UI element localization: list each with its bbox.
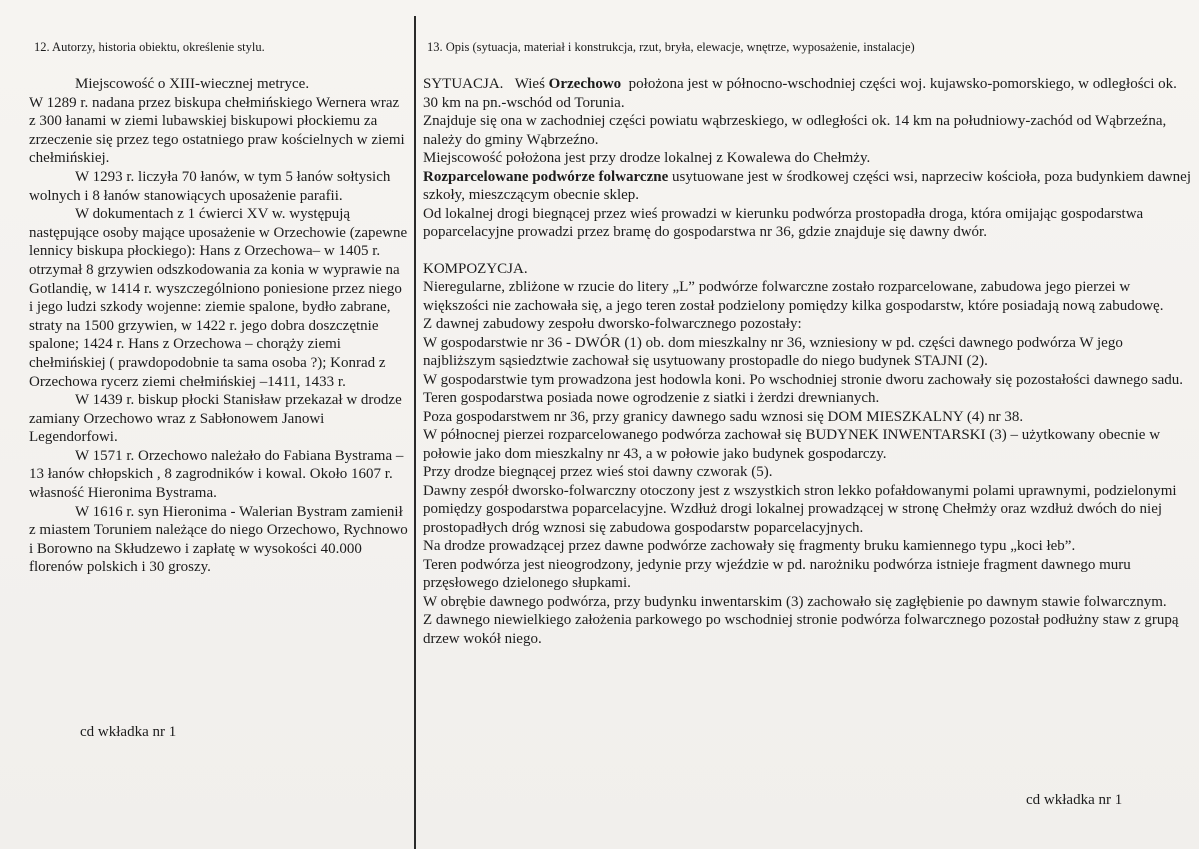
section-gap	[423, 242, 1193, 260]
left-continuation-note: cd wkładka nr 1	[80, 724, 177, 740]
composition-line: Dawny zespół dworsko-folwarczny otoczony jest z wszystkich stron lekko pofałdowanymi polami uprawnymi, podzielonymi pomiędzy gospodarstwa poparcelacyjne. Wzdłuż drogi lokalnej prowadzącej w stronę Chełmży oraz wzdłuż dwóch do niej prostopadłych dróg wznosi się zabudowa gospodarstw poparcelacyjnych.	[423, 482, 1177, 536]
situation-text: usytuowane jest w środkowej części wsi, naprzeciw kościoła, poza budynkiem dawnej szkoły, mieszczącym obecnie sklep.	[423, 168, 1192, 203]
composition-line: Na drodze prowadzącej przez dawne podwórze zachowały się fragmenty bruku kamiennego typu „koci łeb”.	[423, 538, 1076, 554]
village-intro: Wieś	[514, 76, 545, 92]
situation-line: Od lokalnej drogi biegnącej przez wieś prowadzi w kierunku podwórza prostopadła droga, która omijając gospodarstwa poparcelacyjne prowadzi przez bramę do gospodarstwa nr 36, gdzie znajduje się dawny dwór.	[423, 205, 1144, 240]
history-paragraph: W 1616 r. syn Hieronima - Walerian Bystram zamienił z miastem Toruniem należące do niego Orzechowo, Rychnowo i Borowno na Skłudzewo i zapłatę w wysokości 40.000 florenów polskich i 30 groszy.	[29, 503, 408, 576]
composition-label: KOMPOZYCJA.	[423, 260, 528, 277]
right-continuation-note: cd wkładka nr 1	[1026, 792, 1123, 808]
history-paragraph: W 1289 r. nadana przez biskupa chełmińskiego Wernera wraz z 300 łanami w ziemi lubawskiej biskupowi płockiemu za zrzeczenie się przez tego ostatniego praw kościelnych w ziemi chełmińskiej.	[29, 94, 405, 167]
composition-line: Poza gospodarstwem nr 36, przy granicy dawnego sadu wznosi się DOM MIESZKALNY (4) nr 38.	[423, 408, 1024, 425]
composition-line: Nieregularne, zbliżone w rzucie do litery „L” podwórze folwarczne zostało rozparcelowane, zabudowa jego pierzei w większości nie zachowała się, a jego teren został podzielony pomiędzy kilka gospodarstw, które posiadają nową zabudowę.	[423, 279, 1164, 314]
composition-line: Z dawnego niewielkiego założenia parkowego po wschodniej stronie podwórza folwarcznego pozostał podłużny staw z grupą drzew wokół niego.	[423, 612, 1179, 647]
situation-line	[423, 75, 1193, 112]
situation-line: Znajduje się ona w zachodniej części powiatu wąbrzeskiego, w odległości ok. 14 km na południowy-zachód od Wąbrzeźna, należy do gminy Wąbrzeźno.	[423, 113, 1167, 148]
composition-line: Teren podwórza jest nieogrodzony, jedynie przy wjeździe w pd. narożniku podwórza istnieje fragment dawnego muru przęsłowego dzielonego słupkami.	[423, 556, 1131, 591]
column-divider	[414, 16, 416, 849]
situation-line	[423, 168, 1193, 205]
history-paragraph: W dokumentach z 1 ćwierci XV w. występują następujące osoby mające uposażenie w Orzechowie (zapewne lennicy biskupa płockiego): Hans z Orzechowa– w 1405 r. otrzymał 8 grzywien odszkodowania za konia w wyprawie na Gotlandię, w 1414 r. wyszczególniono poniesione przez niego i jego ludzi szkody wojenne: ziemie spalone, bydło zabrane, straty na 1500 grzywien, w 1422 r. jego dobra doszczętnie spalone; 1424 r. Hans z Orzechowa – chorąży ziemi chełmińskiej ( prawdopodobnie ta sama osoba ?); Konrad z Orzechowa rycerz ziemi chełmińskiej –1411, 1433 r.	[29, 206, 408, 390]
composition-line: W obrębie dawnego podwórza, przy budynku inwentarskim (3) zachowało się zagłębienie po dawnym stawie folwarcznym.	[423, 593, 1167, 610]
composition-line: W północnej pierzei rozparcelowanego podwórza zachował się BUDYNEK INWENTARSKI (3) – użytkowany obecnie w połowie jako dom mieszkalny nr 43, a w połowie jako budynek gospodarczy.	[423, 427, 1161, 462]
situation-text: położona jest w północno-wschodniej części woj. kujawsko-pomorskiego, w odległości ok. 30 km na pn.-wschód od Torunia.	[423, 76, 1177, 111]
left-section-header: 12. Autorzy, historia obiektu, określenie stylu.	[34, 40, 265, 54]
history-paragraph: W 1439 r. biskup płocki Stanisław przekazał w drodze zamiany Orzechowo wraz z Sabłonowem Janowi Legendorfowi.	[29, 392, 402, 446]
village-name: Orzechowo	[548, 76, 622, 92]
composition-line: W gospodarstwie tym prowadzona jest hodowla koni. Po wschodniej stronie dworu zachowały się pozostałości dawnego sadu. Teren gospodarstwa posiada nowe ogrodzenie z siatki i żerdzi drewnianych.	[423, 371, 1183, 406]
composition-line: Przy drodze biegnącej przez wieś stoi dawny czworak (5).	[423, 464, 773, 480]
history-paragraph: W 1571 r. Orzechowo należało do Fabiana Bystrama – 13 łanów chłopskich , 8 zagrodników i kowal. Około 1607 r. własność Hieronima Bystrama.	[29, 447, 404, 502]
right-section-header: 13. Opis (sytuacja, materiał i konstrukcja, rzut, bryła, elewacje, wnętrze, wyposażenie, instalacje)	[427, 40, 915, 54]
history-paragraph: W 1293 r. liczyła 70 łanów, w tym 5 łanów sołtysich wolnych i 8 łanów stanowiących uposażenie parafii.	[29, 168, 391, 204]
description-column	[423, 75, 1193, 648]
situation-label: SYTUACJA.	[423, 76, 504, 92]
history-paragraph: Miejscowość o XIII-wiecznej metryce.	[75, 76, 310, 92]
history-column	[29, 75, 409, 577]
farmyard-bold-phrase: Rozparcelowane podwórze folwarczne	[423, 168, 669, 185]
composition-line: Z dawnej zabudowy zespołu dworsko-folwarcznego pozostały:	[423, 316, 802, 332]
composition-line: W gospodarstwie nr 36 - DWÓR (1) ob. dom mieszkalny nr 36, wzniesiony w pd. części dawnego podwórza W jego najbliższym sąsiedztwie zachował się usytuowany prostopadle do niego budynek STAJNI (2).	[423, 334, 1123, 369]
situation-line: Miejscowość położona jest przy drodze lokalnej z Kowalewa do Chełmży.	[423, 150, 871, 166]
